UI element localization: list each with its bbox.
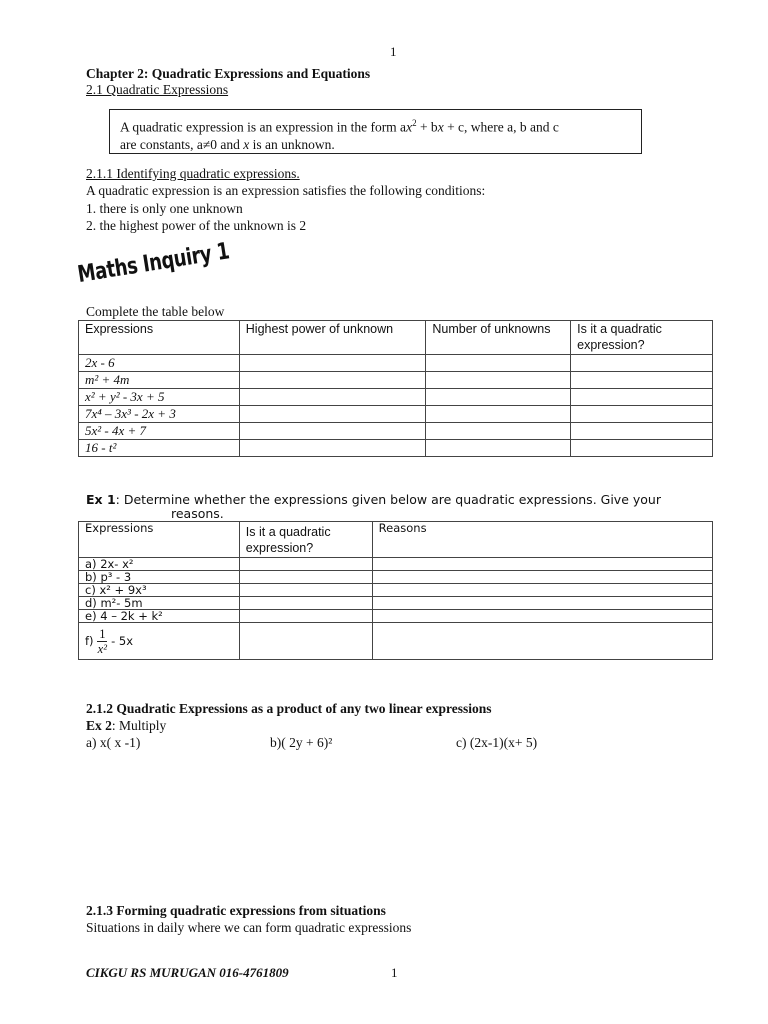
- condition-2: 2. the highest power of the unknown is 2: [86, 218, 307, 233]
- header-expressions: Expressions: [79, 321, 240, 355]
- expression-cell: x² + y² - 3x + 5: [79, 389, 240, 406]
- answer-cell[interactable]: [239, 584, 372, 597]
- multiply-c: c) (2x-1)(x+ 5): [456, 735, 538, 750]
- conditions-intro: A quadratic expression is an expression satisfies the following conditions:: [86, 183, 486, 198]
- answer-cell[interactable]: [426, 372, 571, 389]
- condition-1: 1. there is only one unknown: [86, 201, 243, 216]
- expression-cell: d) m²- 5m: [79, 597, 240, 610]
- exercise-1-table: [78, 521, 713, 660]
- section-heading-2-1-3: 2.1.3 Forming quadratic expressions from situations: [86, 903, 386, 918]
- definition-box: [109, 109, 642, 154]
- expression-cell: e) 4 – 2k + k²: [79, 610, 240, 623]
- reason-cell[interactable]: [372, 558, 712, 571]
- table-row: [79, 440, 713, 457]
- section-heading-2-1-2: 2.1.2 Quadratic Expressions as a product of any two linear expressions: [86, 701, 492, 716]
- answer-cell[interactable]: [239, 440, 426, 457]
- header-is-quadratic: Is it a quadratic expression?: [571, 321, 713, 355]
- expression-cell: c) x² + 9x³: [79, 584, 240, 597]
- inquiry-table-header: [79, 321, 713, 355]
- section-heading-2-1: 2.1 Quadratic Expressions: [86, 82, 229, 97]
- header-highest-power: Highest power of unknown: [239, 321, 426, 355]
- exercise-1-table-header: [79, 522, 713, 558]
- table-row: [79, 406, 713, 423]
- answer-cell[interactable]: [571, 423, 713, 440]
- expression-cell: 16 - t²: [79, 440, 240, 457]
- reason-cell[interactable]: [372, 610, 712, 623]
- table-row: [79, 610, 713, 623]
- table-row: [79, 372, 713, 389]
- table-row: [79, 355, 713, 372]
- expression-cell: 5x² - 4x + 7: [79, 423, 240, 440]
- expression-cell: a) 2x- x²: [79, 558, 240, 571]
- answer-cell[interactable]: [239, 423, 426, 440]
- answer-cell[interactable]: [239, 571, 372, 584]
- exercise-2-line: Ex 2: Multiply: [86, 718, 167, 733]
- table-row: [79, 597, 713, 610]
- answer-cell[interactable]: [571, 389, 713, 406]
- exercise-1-instructions: Ex 1: Determine whether the expressions given below are quadratic expressions. Give your reasons.: [86, 492, 661, 521]
- chapter-title: Chapter 2: Quadratic Expressions and Equations: [86, 66, 371, 81]
- table-row: [79, 558, 713, 571]
- expression-cell: 2x - 6: [79, 355, 240, 372]
- answer-cell[interactable]: [426, 355, 571, 372]
- situations-text: Situations in daily where we can form quadratic expressions: [86, 920, 412, 935]
- answer-cell[interactable]: [426, 440, 571, 457]
- answer-cell[interactable]: [571, 355, 713, 372]
- answer-cell[interactable]: [571, 440, 713, 457]
- answer-cell[interactable]: [239, 610, 372, 623]
- answer-cell[interactable]: [239, 406, 426, 423]
- header-is-quadratic: Is it a quadratic expression?: [239, 522, 372, 558]
- expression-cell: b) p³ - 3: [79, 571, 240, 584]
- header-expressions: Expressions: [79, 522, 240, 558]
- answer-cell[interactable]: [571, 372, 713, 389]
- page-number-top: 1: [390, 44, 397, 59]
- expression-cell: 7x⁴ – 3x³ - 2x + 3: [79, 406, 240, 423]
- reason-cell[interactable]: [372, 597, 712, 610]
- expression-cell: f) $\frac{1}{\text{x²}}$ - 5x: [79, 623, 240, 660]
- exercise-1-label: Ex 1: [86, 492, 116, 507]
- reason-cell[interactable]: [372, 623, 712, 660]
- section-heading-2-1-1: 2.1.1 Identifying quadratic expressions.: [86, 166, 300, 181]
- table-row: [79, 423, 713, 440]
- answer-cell[interactable]: [239, 558, 372, 571]
- multiply-a: a) x( x -1): [86, 735, 141, 750]
- reason-cell[interactable]: [372, 584, 712, 597]
- header-reasons: Reasons: [372, 522, 712, 558]
- inquiry-table: [78, 320, 713, 457]
- header-number-of-unknowns: Number of unknowns: [426, 321, 571, 355]
- reason-cell[interactable]: [372, 571, 712, 584]
- expression-cell: m² + 4m: [79, 372, 240, 389]
- answer-cell[interactable]: [239, 372, 426, 389]
- table-row: [79, 389, 713, 406]
- answer-cell[interactable]: [426, 423, 571, 440]
- fraction: $\frac{1}{\text{x²}}$: [97, 626, 107, 656]
- answer-cell[interactable]: [426, 389, 571, 406]
- answer-cell[interactable]: [239, 389, 426, 406]
- answer-cell[interactable]: [239, 623, 372, 660]
- complete-table-label: Complete the table below: [86, 304, 225, 319]
- footer-page-number: 1: [391, 965, 398, 980]
- table-row: [79, 571, 713, 584]
- maths-inquiry-title: Maths Inquiry 1: [75, 238, 231, 288]
- table-row: [79, 623, 713, 660]
- footer-author: CIKGU RS MURUGAN 016-4761809: [86, 965, 289, 980]
- definition-line-2: are constants, a≠0 and x is an unknown.: [120, 136, 335, 152]
- answer-cell[interactable]: [239, 355, 426, 372]
- answer-cell[interactable]: [571, 406, 713, 423]
- answer-cell[interactable]: [239, 597, 372, 610]
- table-row: [79, 584, 713, 597]
- definition-line-1: A quadratic expression is an expression in the form $ax^2$ + bx + c, where a, b and c: [120, 118, 559, 135]
- answer-cell[interactable]: [426, 406, 571, 423]
- multiply-b: b)( 2y + 6)²: [270, 735, 333, 750]
